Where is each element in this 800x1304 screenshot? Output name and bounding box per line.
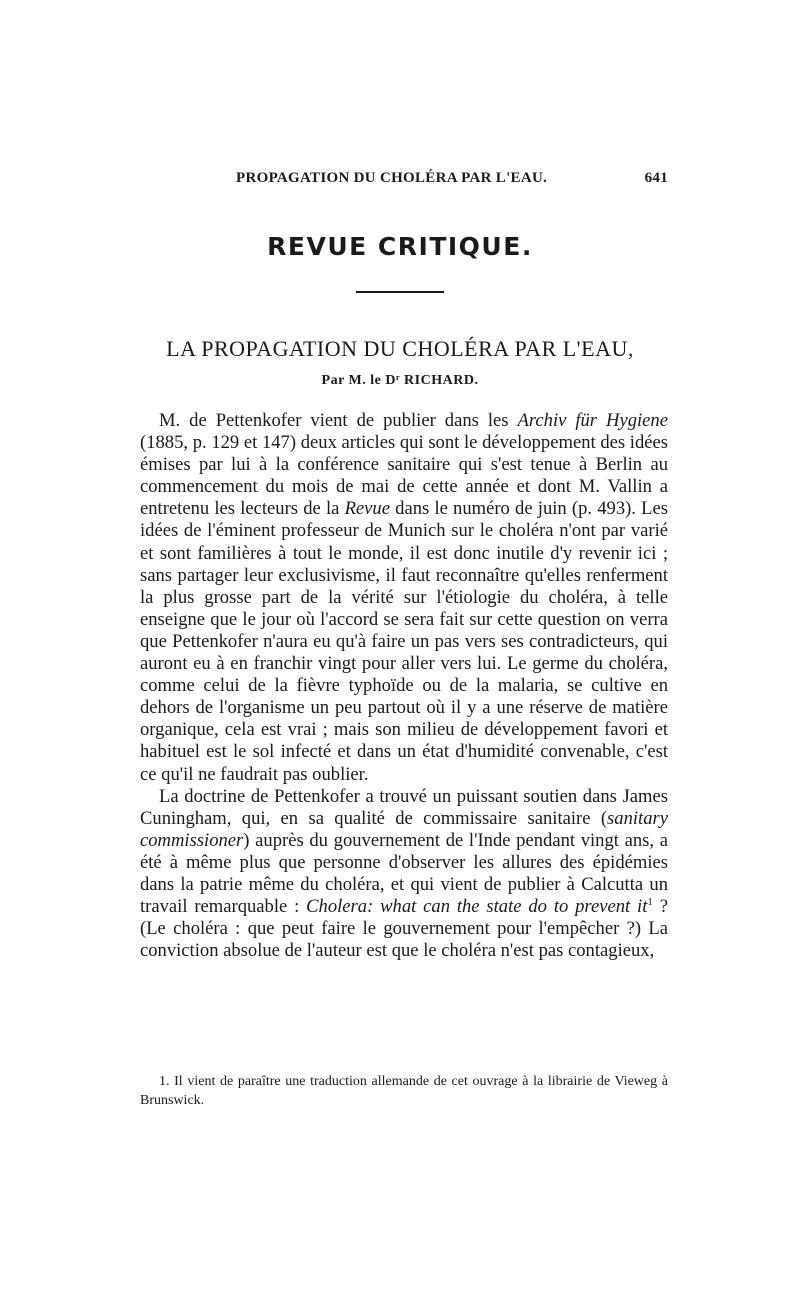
text-span: ? (Le choléra : que peut faire le gouvernement pour l'empêcher ?) La conviction absolue de l'auteur est que le choléra n'est pas contagieux, [140, 896, 668, 962]
page-number: 641 [644, 170, 668, 186]
article-title: LA PROPAGATION DU CHOLÉRA PAR L'EAU, [166, 336, 634, 361]
footnote-reference: 1 [647, 895, 653, 908]
title-rule [356, 291, 444, 293]
text-span: dans le numéro de juin (p. 493). Les idées de l'éminent professeur de Munich sur le choléra n'ont par varié et sont familières à tout le monde, il est donc inutile d'y revenir ici ; sans partager leur exclusivisme, il faut reconnaître qu'elles renferment la plus grosse part de la vérité sur l'étiologie du choléra, à telle enseigne que le jour où l'accord se sera fait sur cette question on verra que Pettenkofer n'aura eu qu'à faire un pas vers ses contradicteurs, qui auront eu à en franchir vingt pour aller vers lui. Le germe du choléra, comme celui de la fièvre typhoïde ou de la malaria, se cultive en dehors de l'organisme un peu partout où il y a une réserve de matière organique, cela est vrai ; mais son milieu de développement favori et habituel est le sol infecté et dans un état d'humidité convenable, c'est ce qu'il ne faudrait pas oublier. [140, 498, 668, 785]
text-span: ) auprès du gouvernement de l'Inde pendant vingt ans, a été à même plus que personne d'observer les allures des épidémies dans la patrie même du choléra, et qui vient de publier à Calcutta un travail remarquable : [140, 829, 668, 918]
running-title: PROPAGATION DU CHOLÉRA PAR L'EAU. [236, 170, 548, 186]
italic-span: Archiv für Hygiene [517, 410, 668, 431]
italic-span: Revue [344, 498, 390, 520]
text-span: (1885, p. 129 et 147) deux articles qui sont le développement des idées émises par lui à la conférence sanitaire qui s'est tenue à Berlin au commencement du mois de mai de cette année et dont M. Vallin a entretenu les lecteurs de la [140, 432, 668, 520]
body-text [140, 410, 668, 962]
paragraph-1 [140, 410, 668, 786]
footnote: 1. Il vient de paraître une traduction allemande de cet ouvrage à la librairie de Vieweg à Brunswick. [140, 1074, 668, 1108]
paragraph-2 [140, 786, 668, 963]
section-title: REVUE CRITIQUE. [267, 232, 533, 261]
text-span: M. de Pettenkofer vient de publier dans les [159, 410, 518, 431]
text-span: La doctrine de Pettenkofer a trouvé un puissant soutien dans James Cuningham, qui, en sa qualité de commissaire sanitaire ( [140, 785, 668, 829]
italic-span: sanitary commissioner [140, 807, 668, 851]
byline: Par M. le Dʳ RICHARD. [321, 373, 479, 388]
italic-span: Cholera: what can the state do to prevent it [306, 896, 648, 918]
